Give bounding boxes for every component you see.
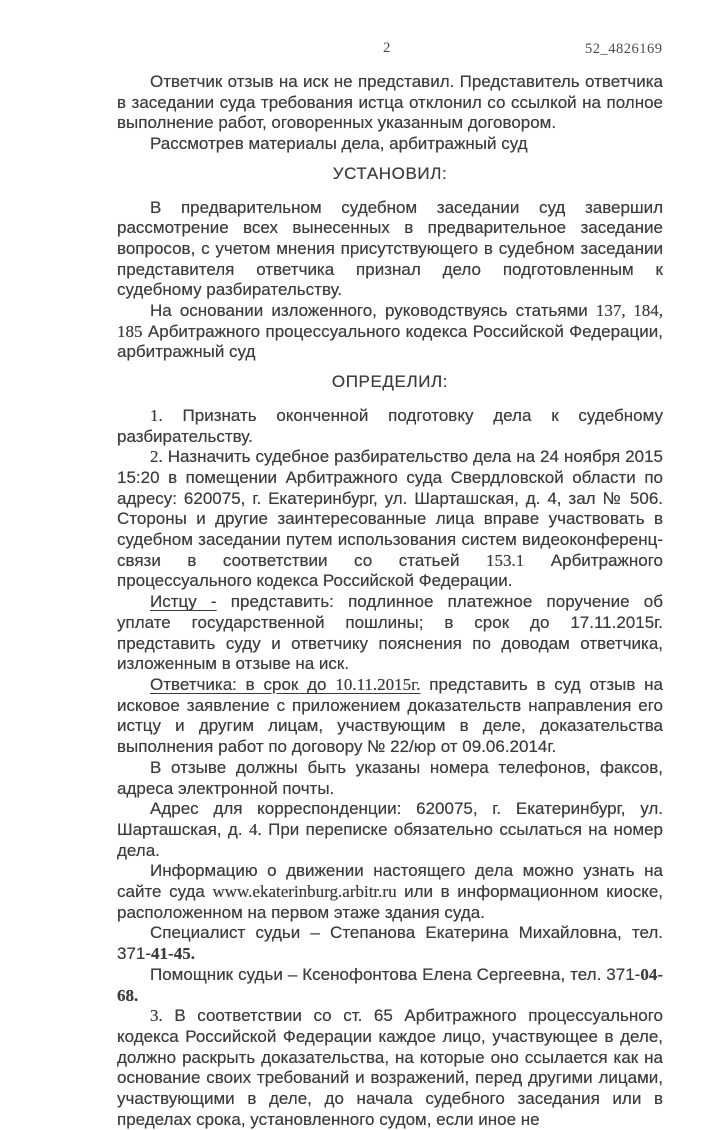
paragraph: [117, 675, 663, 758]
text-run: Арбитражного процессуального кодекса Российской Федерации, арбитражный суд: [117, 321, 663, 362]
paragraph: [117, 923, 663, 964]
paragraph: [117, 758, 663, 799]
paragraph: [117, 198, 663, 302]
document-number: 52_4826169: [585, 41, 663, 57]
text-run: Ответчик отзыв на иск не представил. Представитель ответчика в заседании суда требования истца отклонил со ссылкой на полное выполнение работ, оговоренных указанным договором.: [117, 72, 663, 133]
text-run: Информацию о движении настоящего дела можно узнать на сайте суда: [117, 861, 663, 902]
text-run: 04-68.: [117, 964, 663, 1005]
document-body: [117, 72, 663, 1130]
text-run: Специалист судьи – Степанова Екатерина Михайловна, тел. 371-: [117, 923, 663, 964]
text-run: или в информационном киоске, расположенном на первом этаже здания суда.: [117, 882, 664, 922]
paragraph: [117, 134, 663, 155]
text-run: Ответчика: в срок до: [150, 674, 336, 694]
paragraph: [117, 447, 663, 592]
text-run: www.ekaterinburg.arbitr.ru: [212, 882, 397, 902]
text-run: представить в суд отзыв на исковое заявление с приложением доказательств направления его истцу и другим лицам, участвующим в деле, доказательства выполнения работ по договору № 22/юр от 09.06.2014г.: [117, 674, 664, 757]
paragraph: [117, 301, 663, 363]
text-run: 2.: [150, 447, 163, 467]
text-run: 3.: [150, 1006, 163, 1026]
text-run: Помощник судьи – Ксенофонтова Елена Сергеевна, тел. 371-: [150, 964, 641, 984]
paragraph: [117, 965, 663, 1006]
section-heading: [117, 372, 663, 393]
text-run: 137, 184, 185: [117, 301, 664, 341]
section-heading: [117, 164, 663, 185]
text-run: представить: подлинное платежное поручение об уплате государственной пошлины; в срок до 17.11.2015г. представить суду и ответчику пояснения по доводам ответчика, изложенным в отзыве на иск.: [117, 592, 663, 674]
text-run: В соответствии со ст. 65 Арбитражного процессуального кодекса Российской Федерации каждое лицо, участвующее в деле, должно раскрыть доказательства, на которые оно ссылается как на основание своих требований и возражений, перед другими лицами, участвующими в деле, до начала судебного заседания или в пределах срока, установленного судом, если иное не: [117, 1006, 663, 1129]
page-number: 2: [383, 40, 391, 56]
text-run: 41-45.: [151, 944, 195, 964]
text-run: Признать оконченной подготовку дела к судебному разбирательству.: [117, 405, 663, 446]
text-run: 10.11.2015г.: [335, 674, 421, 694]
text-run: На основании изложенного, руководствуясь статьями: [150, 301, 596, 321]
text-run: Адрес для корреспонденции: 620075, г. Екатеринбург, ул. Шарташская, д.: [117, 799, 663, 839]
text-run: Назначить судебное разбирательство дела на 24 ноября 2015 15:20 в помещении Арбитражного суда Свердловской области по адресу: 620075, г. Екатеринбург, ул. Шарташская, д. 4, зал № 506. Стороны и другие заинтересованные лица вправе участвовать в судебном заседании путем использования систем видеоконференц-связи в соответствии со статьей: [117, 447, 663, 570]
text-run: Истцу -: [150, 592, 217, 612]
paragraph: [117, 406, 663, 447]
text-run: 153.1: [486, 550, 525, 570]
text-run: Арбитражного процессуального кодекса Российской Федерации.: [117, 550, 663, 591]
paragraph: [117, 72, 663, 134]
paragraph: [117, 799, 663, 861]
text-run: ОПРЕДЕЛИЛ:: [331, 372, 449, 392]
text-run: В отзыве должны быть указаны номера телефонов, факсов, адреса электронной почты.: [117, 757, 663, 798]
text-run: УСТАНОВИЛ:: [332, 163, 448, 183]
text-run: При переписке обязательно ссылаться на номер дела.: [117, 819, 663, 860]
paragraph: [117, 592, 663, 675]
paragraph: [117, 861, 663, 923]
text-run: В предварительном судебном заседании суд завершил рассмотрение всех вынесенных в предварительное заседание вопросов, с учетом мнения присутствующего в судебном заседании представителя ответчика признал дело подготовленным к судебному разбирательству.: [117, 197, 663, 300]
text-run: 4.: [248, 819, 262, 839]
text-run: 1.: [150, 405, 163, 425]
text-run: Рассмотрев материалы дела, арбитражный суд: [150, 134, 528, 154]
paragraph: [117, 1006, 663, 1130]
